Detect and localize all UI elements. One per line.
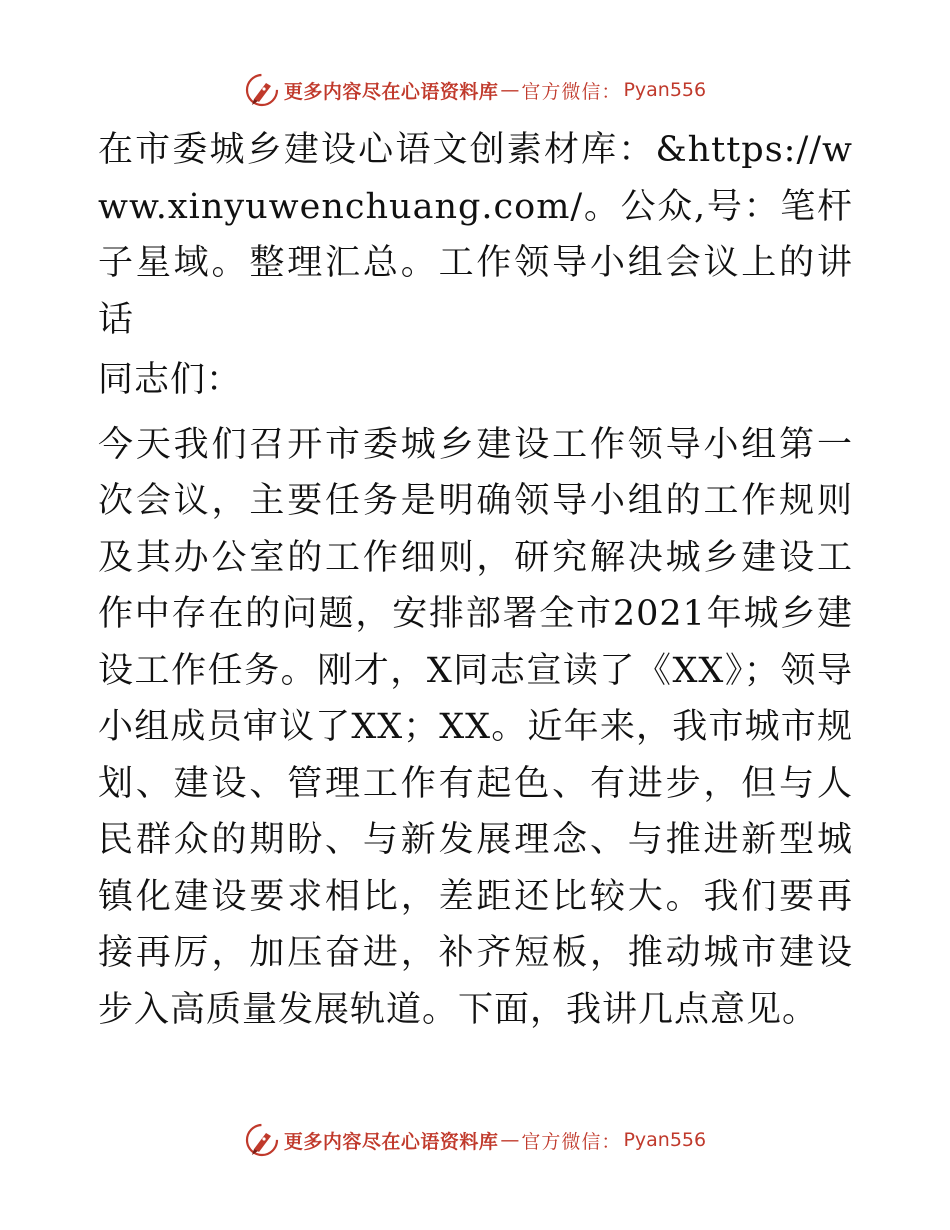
banner-dash: — [500, 1129, 520, 1151]
salutation: 同志们： [98, 360, 243, 400]
body-paragraph: 今天我们召开市委城乡建设工作领导小组第一次会议，主要任务是明确领导小组的工作规则及其办公室的工作细则，研究解决城乡建设工作中存在的问题，安排部署全市2021年城乡建设工作任务。刚才，X同志宣读了《XX》；领导小组成员审议了XX；XX。近年来，我市城市规划、建设、管理工作有起色、有进步，但与人民群众的期盼、与新发展理念、与推进新型城镇化建设要求相比，差距还比较大。我们要再接再厉，加压奋进，补齐短板，推动城市建设步入高质量发展轨道。下面，我讲几点意见。 [98, 424, 853, 1030]
pen-nib-logo-icon [244, 1122, 280, 1158]
banner-wechat-id: Pyan556 [623, 1129, 707, 1151]
banner-dash: — [500, 79, 520, 101]
banner-official-label: 官方微信： [521, 80, 622, 103]
document-body [98, 122, 853, 1038]
header-banner [0, 70, 950, 110]
banner-brand-text: 更多内容尽在心语资料库 [283, 1130, 499, 1153]
document-title-paragraph: 在市委城乡建设心语文创素材库：&https://www.xinyuwenchuang.com/。公众,号：笔杆子星域。整理汇总。工作领导小组会议上的讲话 [98, 130, 853, 340]
banner-wechat-id: Pyan556 [623, 79, 707, 101]
banner-official-label: 官方微信： [521, 1130, 622, 1153]
banner-brand-text: 更多内容尽在心语资料库 [283, 80, 499, 103]
footer-banner [0, 1120, 950, 1160]
pen-nib-logo-icon [244, 72, 280, 108]
